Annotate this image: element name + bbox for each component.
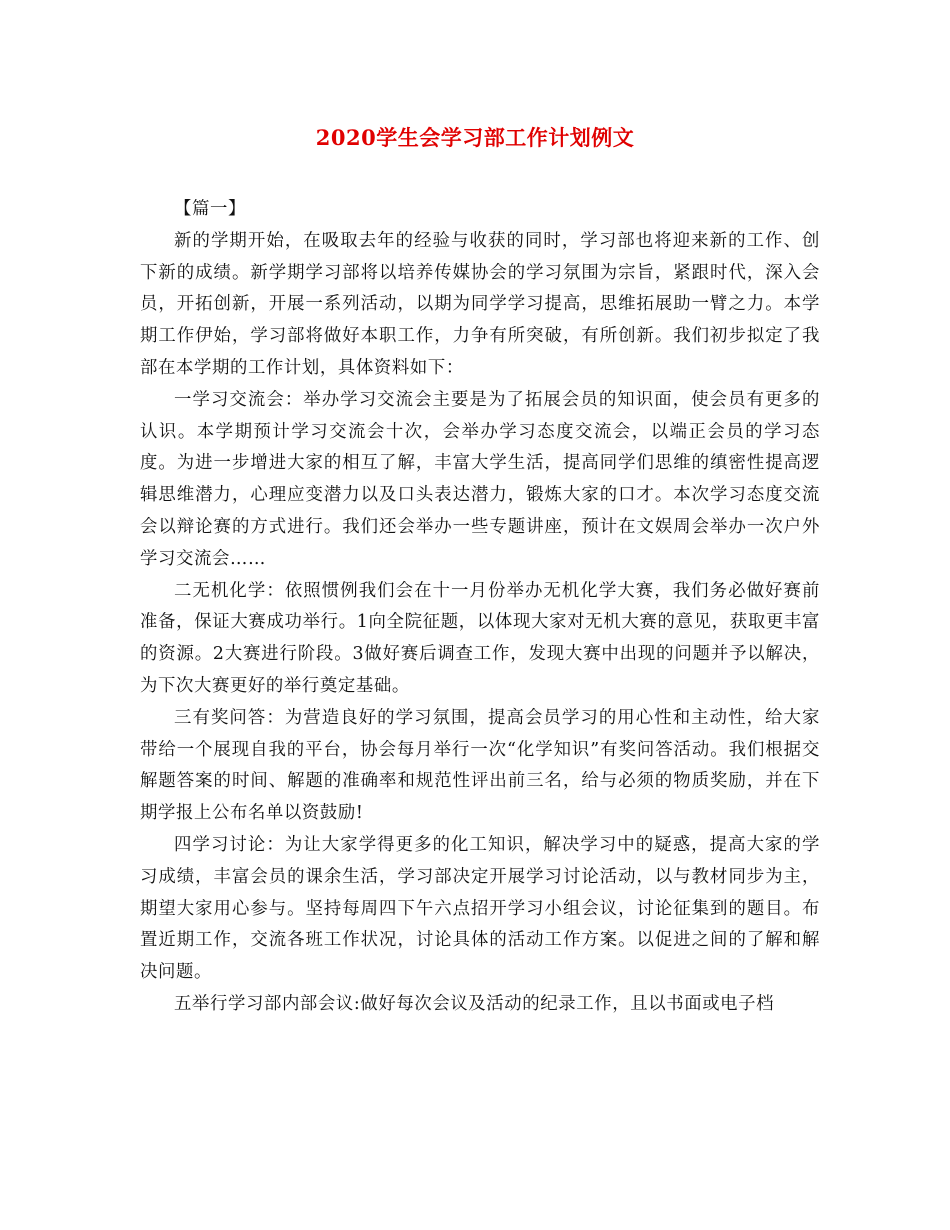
paragraph-study-exchange: 一学习交流会：举办学习交流会主要是为了拓展会员的知识面，使会员有更多的认识。本学期预计学习交流会十次，会举办学习态度交流会，以端正会员的学习态度。为进一步增进大家的相互了解，丰富大学生活，提高同学们思维的缜密性提高逻辑思维潜力，心理应变潜力以及口头表达潜力，锻炼大家的口才。本次学习态度交流会以辩论赛的方式进行。我们还会举办一些专题讲座，预计在文娱周会举办一次户外学习交流会…… <box>140 389 820 569</box>
paragraph-internal-meeting: 五举行学习部内部会议:做好每次会议及活动的纪录工作，且以书面或电子档 <box>174 993 775 1014</box>
document-body <box>140 194 820 1021</box>
paragraph-intro: 新的学期开始，在吸取去年的经验与收获的同时，学习部也将迎来新的工作、创下新的成绩。新学期学习部将以培养传媒协会的学习氛围为宗旨，紧跟时代，深入会员，开拓创新，开展一系列活动，以期为同学学习提高，思维拓展助一臂之力。本学期工作伊始，学习部将做好本职工作，力争有所突破，有所创新。我们初步拟定了我部在本学期的工作计划，具体资料如下： <box>140 230 820 378</box>
paragraph-study-discussion: 四学习讨论：为让大家学得更多的化工知识，解决学习中的疑惑，提高大家的学习成绩，丰富会员的课余生活，学习部决定开展学习讨论活动，以与教材同步为主，期望大家用心参与。坚持每周四下午六点招开学习小组会议，讨论征集到的题目。布置近期工作，交流各班工作状况，讨论具体的活动工作方案。以促进之间的了解和解决问题。 <box>140 834 820 983</box>
paragraph-inorganic-chemistry: 二无机化学：依照惯例我们会在十一月份举办无机化学大赛，我们务必做好赛前准备，保证大赛成功举行。1向全院征题，以体现大家对无机大赛的意见，获取更丰富的资源。2大赛进行阶段。3做好赛后调查工作，发现大赛中出现的问题并予以解决，为下次大赛更好的举行奠定基础。 <box>140 580 820 696</box>
paragraph-quiz: 三有奖问答：为营造良好的学习氛围，提高会员学习的用心性和主动性，给大家带给一个展现自我的平台，协会每月举行一次“化学知识”有奖问答活动。我们根据交解题答案的时间、解题的准确率和规范性评出前三名，给与必须的物质奖励，并在下期学报上公布名单以资鼓励! <box>140 707 820 824</box>
section-label: 【篇一】 <box>174 199 246 219</box>
document-title: 2020学生会学习部工作计划例文 <box>315 125 635 150</box>
